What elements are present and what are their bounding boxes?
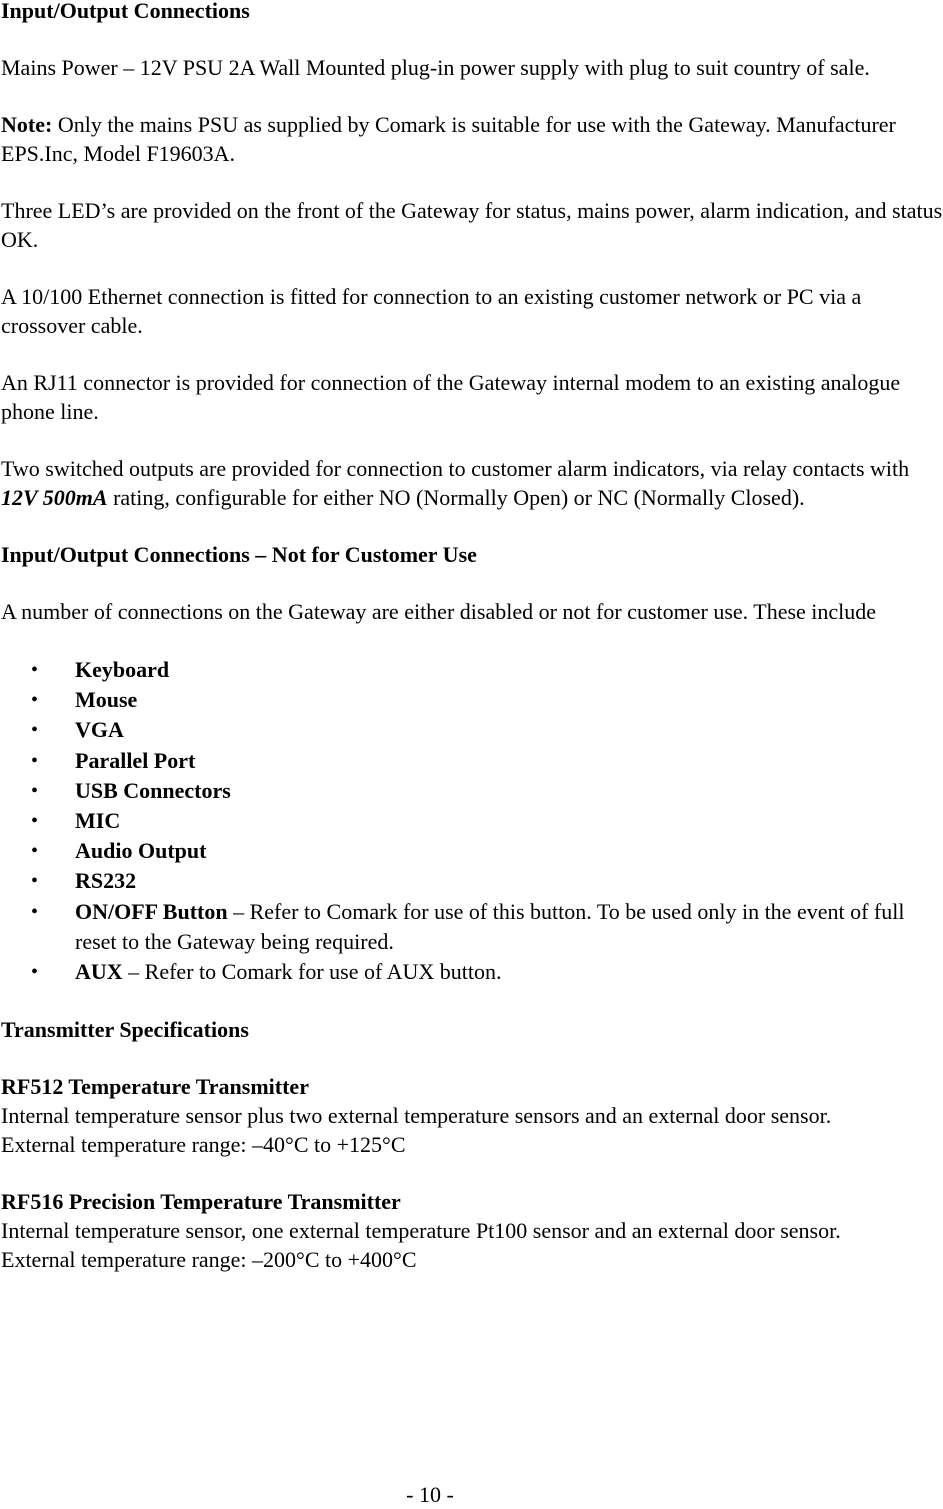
paragraph-leds: Three LED’s are provided on the front of the Gateway for status, mains power, alarm indication, and status OK. — [1, 198, 943, 252]
list-item-label: Parallel Port — [75, 747, 196, 773]
list-item-label: MIC — [75, 808, 121, 834]
bullet-icon: • — [31, 840, 39, 863]
bullet-icon: • — [31, 749, 39, 772]
list-item — [1, 776, 943, 806]
page-number: - 10 - — [406, 1482, 454, 1507]
spec-rf512-line1: Internal temperature sensor plus two external temperature sensors and an external door sensor. — [1, 1103, 832, 1129]
list-item — [1, 866, 943, 896]
paragraph-note — [1, 110, 943, 168]
outputs-text-after: rating, configurable for either NO (Normally Open) or NC (Normally Closed). — [107, 485, 805, 510]
spec-rf512-title: RF512 Temperature Transmitter — [1, 1074, 309, 1100]
list-item-label: RS232 — [75, 868, 137, 894]
bullet-icon: • — [31, 779, 39, 802]
note-label: Note: — [1, 112, 53, 137]
paragraph-rj11: An RJ11 connector is provided for connection of the Gateway internal modem to an existing analogue phone line. — [1, 370, 901, 424]
section-heading-io-connections: Input/Output Connections — [1, 0, 250, 23]
disabled-connections-list — [1, 655, 943, 987]
spec-rf516-line2: External temperature range: –200°C to +400°C — [1, 1247, 417, 1273]
spec-rf516-line1: Internal temperature sensor, one external temperature Pt100 sensor and an external door sensor. — [1, 1218, 841, 1244]
bullet-icon: • — [31, 870, 39, 893]
spec-rf516-title: RF516 Precision Temperature Transmitter — [1, 1189, 401, 1215]
list-item-label: ON/OFF Button — [75, 898, 228, 924]
list-item — [1, 836, 943, 866]
paragraph-switched-outputs — [1, 454, 943, 512]
note-text: Only the mains PSU as supplied by Comark is suitable for use with the Gateway. Manufacturer EPS.Inc, Model F19603A. — [1, 112, 896, 166]
relay-rating: 12V 500mA — [1, 485, 108, 510]
list-item — [1, 957, 943, 987]
list-item-label: Audio Output — [75, 838, 207, 864]
spec-rf512-line2: External temperature range: –40°C to +125°C — [1, 1132, 406, 1158]
list-item-label: AUX — [75, 959, 123, 985]
list-item-label: Mouse — [75, 687, 138, 713]
section-heading-transmitter-specs: Transmitter Specifications — [1, 1017, 249, 1043]
spec-rf512 — [1, 1072, 943, 1159]
list-item — [1, 685, 943, 715]
bullet-icon: • — [31, 900, 39, 923]
list-item-label: VGA — [75, 717, 124, 743]
bullet-icon: • — [31, 719, 39, 742]
list-item — [1, 655, 943, 685]
paragraph-mains-power: Mains Power – 12V PSU 2A Wall Mounted plug-in power supply with plug to suit country of sale. — [1, 55, 870, 80]
paragraph-disabled-intro: A number of connections on the Gateway are either disabled or not for customer use. These include — [1, 599, 877, 624]
list-item-label: Keyboard — [75, 657, 170, 682]
section-heading-not-for-customer: Input/Output Connections – Not for Customer Use — [1, 542, 477, 567]
list-item-desc: – Refer to Comark for use of this button. To be used only in the event of full reset to the Gateway being required. — [75, 898, 905, 954]
list-item — [1, 746, 943, 776]
outputs-text-before: Two switched outputs are provided for connection to customer alarm indicators, via relay contacts with — [1, 456, 910, 481]
spec-rf516 — [1, 1187, 943, 1274]
list-item-desc: – Refer to Comark for use of AUX button. — [122, 959, 502, 985]
list-item — [1, 806, 943, 836]
bullet-icon: • — [31, 659, 39, 681]
bullet-icon: • — [31, 689, 39, 712]
list-item-label: USB Connectors — [75, 777, 231, 803]
paragraph-ethernet: A 10/100 Ethernet connection is fitted for connection to an existing customer network or PC via a crossover cable. — [1, 284, 862, 338]
bullet-icon: • — [31, 961, 39, 984]
document-page — [1, 0, 943, 1274]
bullet-icon: • — [31, 810, 39, 833]
list-item — [1, 897, 943, 957]
list-item — [1, 715, 943, 745]
